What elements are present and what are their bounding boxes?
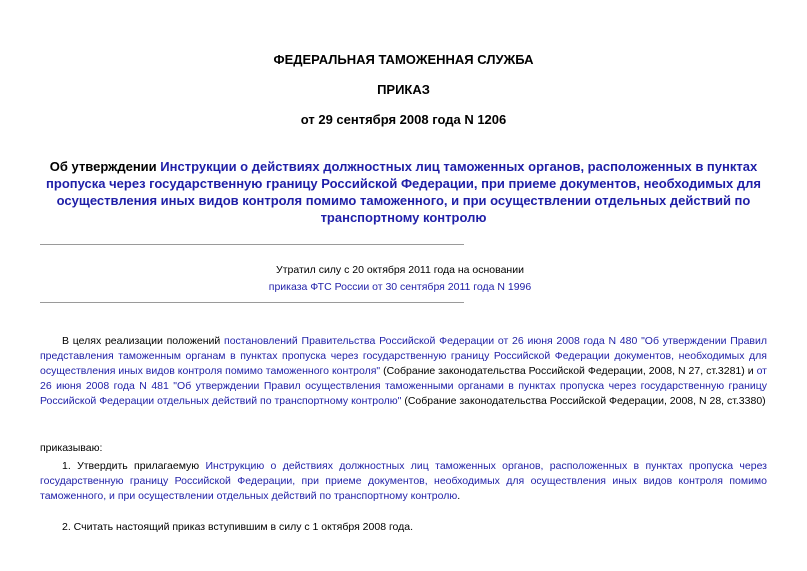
instruction-link[interactable]: Инструкции о действиях должностных лиц таможенных органов, расположенных в пунктах пропуска через государственную границу Российской Федерации, при приеме документов, необходимых для осуществления иных видов контроля помимо таможенного, и при осуществлении отдельных действий по транспортному контролю — [46, 159, 761, 225]
divider-bottom — [40, 302, 464, 303]
resolution-481-link[interactable]: от 26 июня 2008 года N 481 "Об утверждении Правил осуществления таможенными органами в пунктах пропуска через государственную границу Российской Федерации отдельных действий по транспортному контролю" — [40, 365, 767, 407]
resolution-480-link[interactable]: постановлений Правительства Российской Федерации от 26 июня 2008 года N 480 "Об утверждении Правил представления таможенным органам в пунктах пропуска через государственную границу Российской Федерации документов, необходимых для осуществления иных видов контроля помимо таможенного контроля" — [40, 335, 767, 377]
title-prefix: Об утверждении — [49, 159, 161, 174]
document-date-number: от 29 сентября 2008 года N 1206 — [300, 112, 507, 127]
item1-end: . — [457, 490, 461, 502]
status-note — [200, 262, 600, 296]
orders-label: приказываю: — [40, 442, 103, 454]
order-item-1 — [40, 459, 767, 504]
preamble-end: (Собрание законодательства Российской Федерации, 2008, N 28, ст.3380) — [401, 395, 766, 407]
item1-start: 1. Утвердить прилагаемую — [62, 460, 206, 472]
document-title — [40, 158, 767, 226]
instruction-approve-link[interactable]: Инструкцию о действиях должностных лиц таможенных органов, расположенных в пунктах пропуска через государственную границу Российской Федерации, при приеме документов, необходимых для осуществления иных видов контроля помимо таможенного, и при осуществлении отдельных действий по транспортному контролю — [40, 460, 767, 502]
preamble-paragraph — [40, 334, 767, 409]
status-line: Утратил силу с 20 октября 2011 года на основании — [276, 264, 524, 276]
repeal-order-link[interactable]: приказа ФТС России от 30 сентября 2011 года N 1996 — [268, 281, 532, 293]
preamble-start: В целях реализации положений — [62, 335, 225, 347]
document-type: ПРИКАЗ — [377, 82, 430, 97]
order-item-2: 2. Считать настоящий приказ вступившим в силу с 1 октября 2008 года. — [62, 521, 414, 533]
preamble-mid: (Собрание законодательства Российской Федерации, 2008, N 27, ст.3281) и — [380, 365, 757, 377]
divider-top — [40, 244, 464, 245]
agency-heading: ФЕДЕРАЛЬНАЯ ТАМОЖЕННАЯ СЛУЖБА — [273, 52, 534, 67]
